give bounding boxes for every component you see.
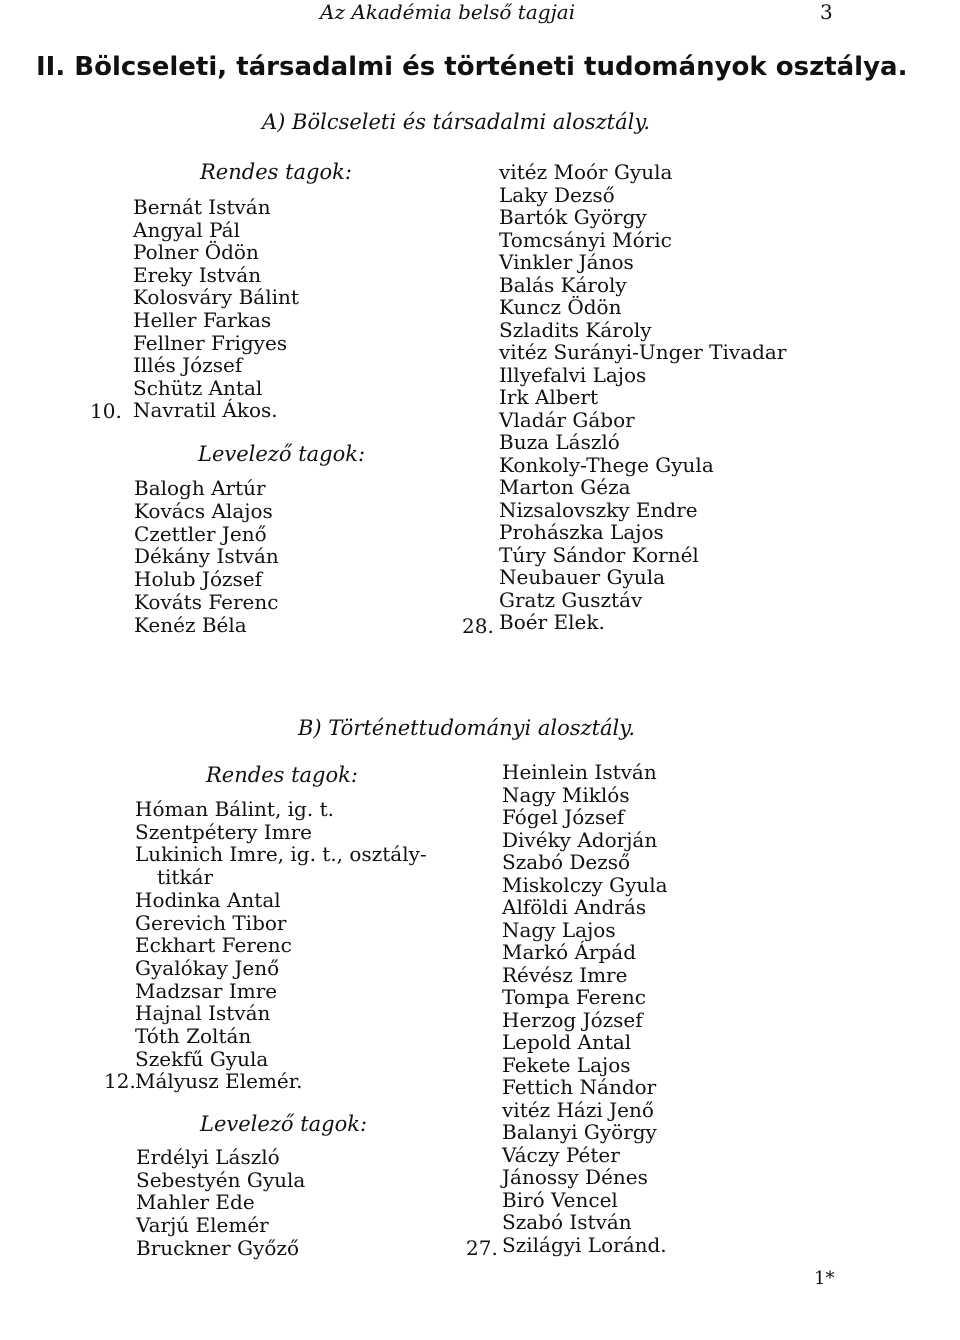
- subsection-a-regular-heading: Rendes tagok:: [200, 160, 352, 184]
- member-name: Laky Dezső: [499, 182, 615, 207]
- member-name: Fellner Frigyes: [133, 330, 288, 355]
- member-name: Fekete Lajos: [502, 1052, 631, 1077]
- member-name: Szentpétery Imre: [135, 819, 312, 844]
- member-name: Szabó István: [502, 1210, 632, 1234]
- member-name: Tompa Ferenc: [502, 985, 646, 1009]
- section-title: II. Bölcseleti, társadalmi és történeti tudományok osztálya.: [36, 52, 908, 82]
- member-name: vitéz Moór Gyula: [499, 160, 673, 184]
- member-name: Szekfű Gyula: [135, 1046, 269, 1071]
- member-name: Alföldi András: [502, 895, 647, 919]
- subsection-a-regular-count: 10.: [90, 399, 122, 423]
- member-name: Kolosváry Bálint: [133, 285, 299, 310]
- member-name: Navratil Ákos.: [133, 398, 278, 423]
- member-name: Konkoly-Thege Gyula: [499, 452, 714, 477]
- member-name: Vinkler János: [499, 250, 634, 274]
- member-name: Miskolczy Gyula: [502, 872, 668, 897]
- member-name: Nizsalovszky Endre: [499, 497, 698, 522]
- subsection-a-regular-list: [133, 196, 299, 422]
- subsection-a-corresponding-heading: Levelező tagok:: [198, 442, 366, 466]
- member-name: Heinlein István: [502, 760, 657, 784]
- member-name: Hajnal István: [135, 1001, 271, 1026]
- subsection-a-title: A) Bölcseleti és társadalmi alosztály.: [262, 110, 651, 134]
- member-name: Hodinka Antal: [135, 887, 281, 912]
- subsection-b-corresponding-heading: Levelező tagok:: [200, 1112, 368, 1136]
- subsection-a-corresponding-count: 28.: [462, 614, 494, 638]
- member-name: Angyal Pál: [133, 217, 240, 242]
- member-name: Eckhart Ferenc: [135, 933, 292, 958]
- member-name: Kovács Alajos: [134, 498, 273, 523]
- member-name: Sebestyén Gyula: [136, 1167, 306, 1192]
- member-name: Kenéz Béla: [134, 612, 247, 637]
- member-name: Divéky Adorján: [502, 827, 658, 852]
- member-name: Túry Sándor Kornél: [499, 542, 699, 567]
- member-name: Marton Géza: [499, 475, 631, 499]
- member-name: Vladár Gábor: [499, 407, 635, 432]
- member-name: Bernát István: [133, 195, 271, 219]
- member-name: Szladits Károly: [499, 317, 652, 342]
- member-name: Balogh Artúr: [134, 476, 266, 500]
- member-name: Holub József: [134, 567, 263, 592]
- member-name: Gerevich Tibor: [135, 910, 287, 935]
- member-name: vitéz Házi Jenő: [502, 1097, 654, 1122]
- member-name: Balás Károly: [499, 272, 627, 297]
- member-name: Biró Vencel: [502, 1187, 618, 1212]
- member-name: Madzsar Imre: [135, 978, 278, 1003]
- member-name: Bruckner Győző: [136, 1235, 299, 1260]
- member-name: vitéz Surányi-Unger Tivadar: [499, 340, 787, 364]
- subsection-b-title: B) Történettudományi alosztály.: [298, 716, 636, 740]
- member-name: Kuncz Ödön: [499, 295, 622, 319]
- member-name: Neubauer Gyula: [499, 565, 666, 589]
- member-name: Varjú Elemér: [136, 1213, 269, 1238]
- member-name: Irk Albert: [499, 385, 599, 409]
- member-name: Gratz Gusztáv: [499, 587, 643, 612]
- member-name: Bartók György: [499, 205, 647, 229]
- member-name: Révész Imre: [502, 962, 628, 987]
- running-title: Az Akadémia belső tagjai: [320, 0, 576, 24]
- subsection-a-corresponding-right-list: [499, 161, 786, 634]
- member-name: Boér Elek.: [499, 610, 605, 634]
- member-name: Illyefalvi Lajos: [499, 362, 647, 387]
- subsection-a-corresponding-left-list: [134, 477, 279, 637]
- subsection-b-corresponding-left-list: [136, 1146, 305, 1260]
- member-name: Nagy Lajos: [502, 917, 616, 942]
- member-name: Gyalókay Jenő: [135, 955, 280, 980]
- member-name: Erdélyi László: [136, 1145, 280, 1169]
- member-name: Hóman Bálint, ig. t.: [135, 797, 334, 821]
- member-name: Szilágyi Loránd.: [502, 1232, 667, 1257]
- member-name: Tóth Zoltán: [135, 1024, 252, 1049]
- member-name: Kováts Ferenc: [134, 589, 279, 614]
- subsection-b-regular-heading: Rendes tagok:: [206, 763, 358, 787]
- member-name: Czettler Jenő: [134, 521, 267, 546]
- member-name: titkár: [157, 865, 214, 890]
- member-name: Mahler Ede: [136, 1190, 255, 1215]
- member-name: Herzog József: [502, 1007, 643, 1032]
- member-name: Markó Árpád: [502, 940, 637, 964]
- member-name: Prohászka Lajos: [499, 520, 664, 544]
- member-name: Illés József: [133, 353, 243, 378]
- member-name: Dékány István: [134, 544, 279, 569]
- member-name: Schütz Antal: [133, 375, 263, 400]
- member-name: Heller Farkas: [133, 307, 272, 332]
- signature-mark: 1*: [814, 1268, 835, 1289]
- member-name: Fógel József: [502, 805, 625, 829]
- member-name: Váczy Péter: [502, 1142, 620, 1167]
- subsection-b-corresponding-count: 27.: [466, 1236, 498, 1260]
- member-name: Lepold Antal: [502, 1030, 632, 1054]
- member-name: Jánossy Dénes: [502, 1165, 648, 1189]
- member-name: Polner Ödön: [133, 240, 259, 265]
- subsection-b-regular-count: 12.: [104, 1069, 136, 1093]
- member-name: Balanyi György: [502, 1120, 657, 1144]
- subsection-b-regular-list: [135, 798, 427, 1093]
- member-name: Mályusz Elemér.: [135, 1069, 303, 1094]
- page-number: 3: [820, 0, 833, 24]
- member-name: Tomcsányi Móric: [499, 227, 672, 252]
- subsection-b-corresponding-right-list: [502, 761, 668, 1256]
- member-name: Szabó Dezső: [502, 850, 631, 874]
- member-name: Lukinich Imre, ig. t., osztály-: [135, 842, 427, 867]
- member-name: Fettich Nándor: [502, 1075, 657, 1099]
- member-name: Ereky István: [133, 262, 262, 287]
- member-name: Buza László: [499, 430, 620, 454]
- member-name: Nagy Miklós: [502, 782, 630, 807]
